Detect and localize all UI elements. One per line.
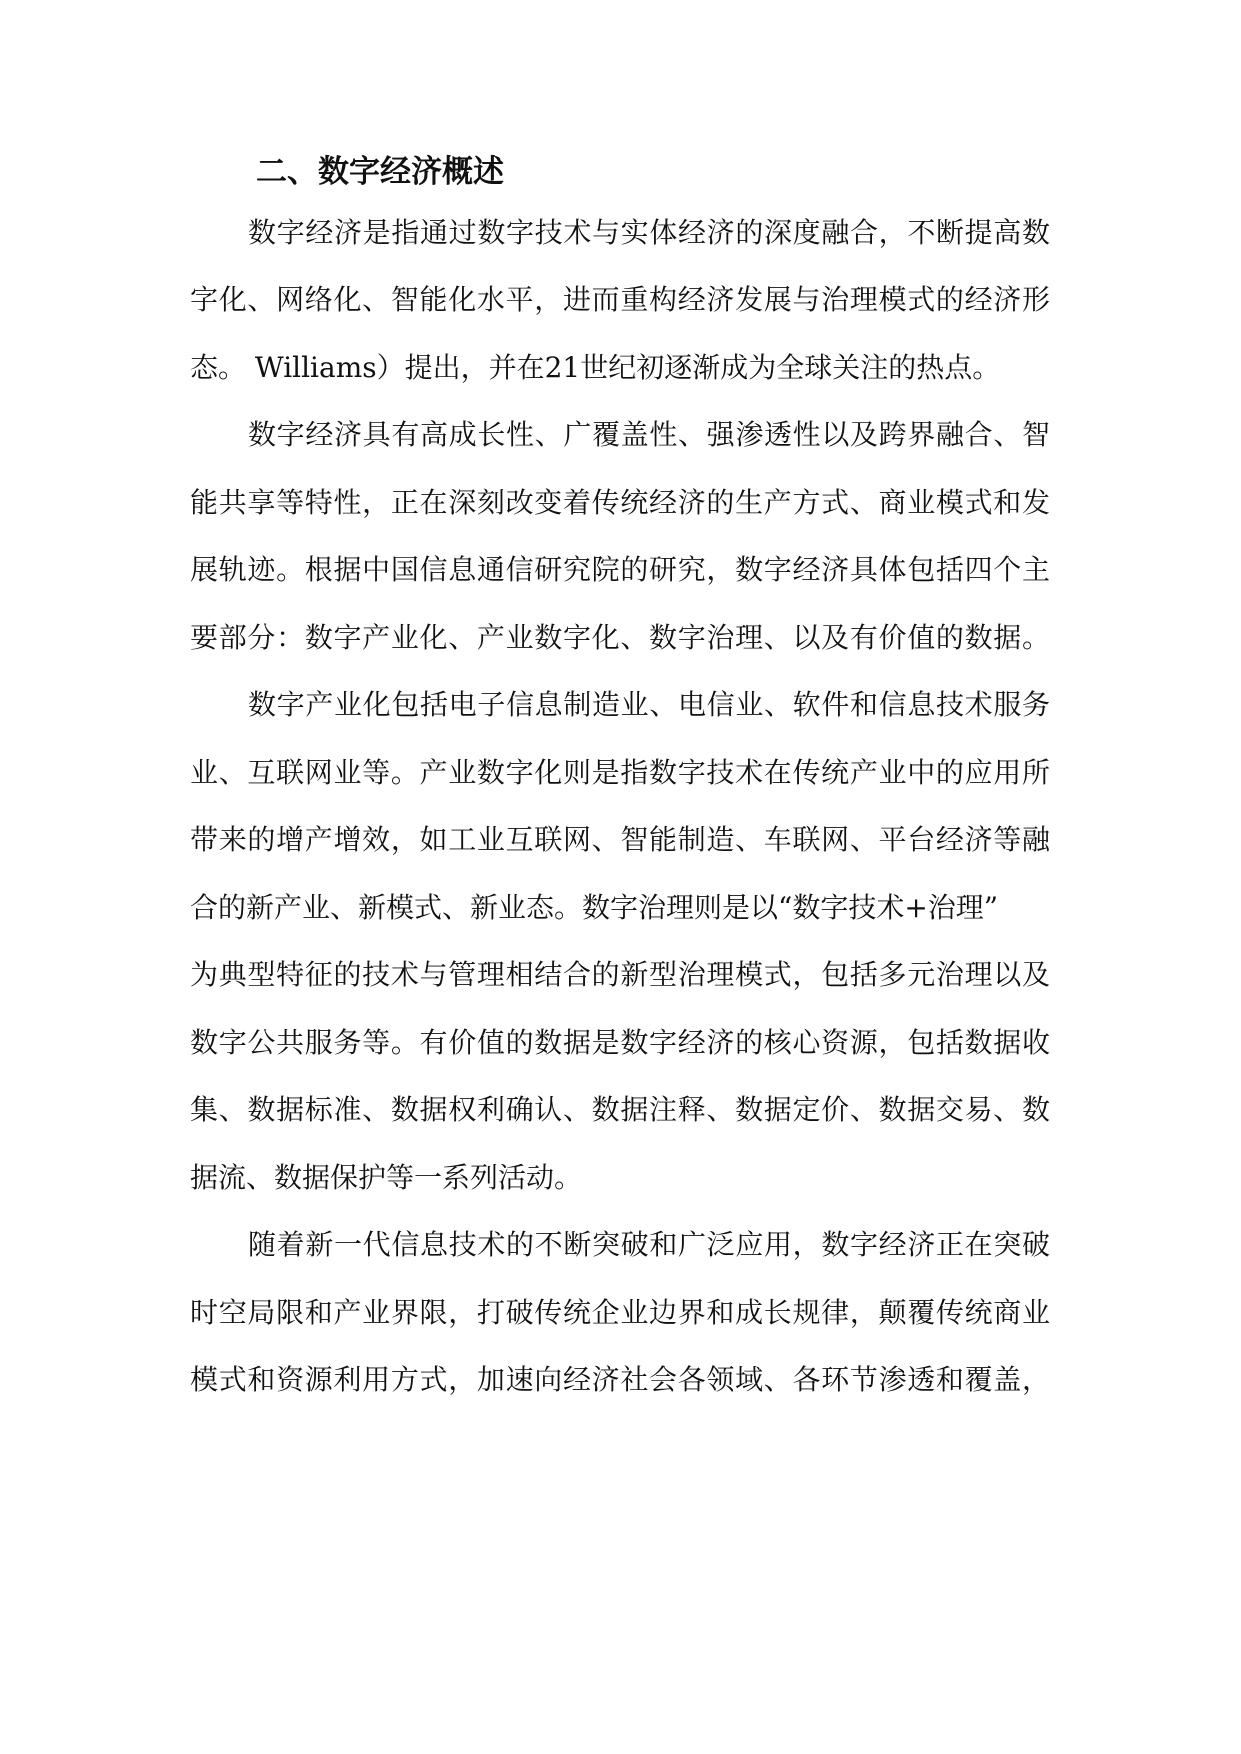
paragraph-2-line-4: 要部分：数字产业化、产业数字化、数字治理、以及有价值的数据。 [190, 621, 1050, 654]
paragraph-4-line-1: 随着新一代信息技术的不断突破和广泛应用，数字经济正在突破 [248, 1228, 1050, 1261]
paragraph-1-line-3: 态。 Williams）提出，并在21世纪初逐渐成为全球关注的热点。 [190, 351, 1001, 384]
paragraph-3-line-2: 业、互联网业等。产业数字化则是指数字技术在传统产业中的应用所 [190, 756, 1050, 789]
paragraph-2-line-3: 展轨迹。根据中国信息通信研究院的研究，数字经济具体包括四个主 [190, 553, 1050, 586]
section-heading: 二、数字经济概述 [256, 154, 504, 190]
paragraph-1-line-1: 数字经济是指通过数字技术与实体经济的深度融合，不断提高数 [248, 216, 1050, 249]
paragraph-3-line-6: 数字公共服务等。有价值的数据是数字经济的核心资源，包括数据收 [190, 1026, 1050, 1059]
paragraph-2-line-1: 数字经济具有高成长性、广覆盖性、强渗透性以及跨界融合、智 [248, 418, 1050, 451]
paragraph-4-line-3: 模式和资源利用方式，加速向经济社会各领域、各环节渗透和覆盖， [190, 1363, 1050, 1396]
paragraph-3-line-4: 合的新产业、新模式、新业态。数字治理则是以“数字技术+治理” [190, 891, 999, 924]
paragraph-2-line-2: 能共享等特性，正在深刻改变着传统经济的生产方式、商业模式和发 [190, 486, 1050, 519]
paragraph-3-line-8: 据流、数据保护等一系列活动。 [190, 1161, 583, 1194]
paragraph-4-line-2: 时空局限和产业界限，打破传统企业边界和成长规律，颠覆传统商业 [190, 1296, 1050, 1329]
paragraph-1-line-2: 字化、网络化、智能化水平，进而重构经济发展与治理模式的经济形 [190, 283, 1050, 316]
paragraph-3-line-3: 带来的增产增效，如工业互联网、智能制造、车联网、平台经济等融 [190, 823, 1050, 856]
paragraph-3-line-1: 数字产业化包括电子信息制造业、电信业、软件和信息技术服务 [248, 688, 1050, 721]
paragraph-3-line-5: 为典型特征的技术与管理相结合的新型治理模式，包括多元治理以及 [190, 958, 1050, 991]
paragraph-3-line-7: 集、数据标准、数据权利确认、数据注释、数据定价、数据交易、数 [190, 1093, 1050, 1126]
